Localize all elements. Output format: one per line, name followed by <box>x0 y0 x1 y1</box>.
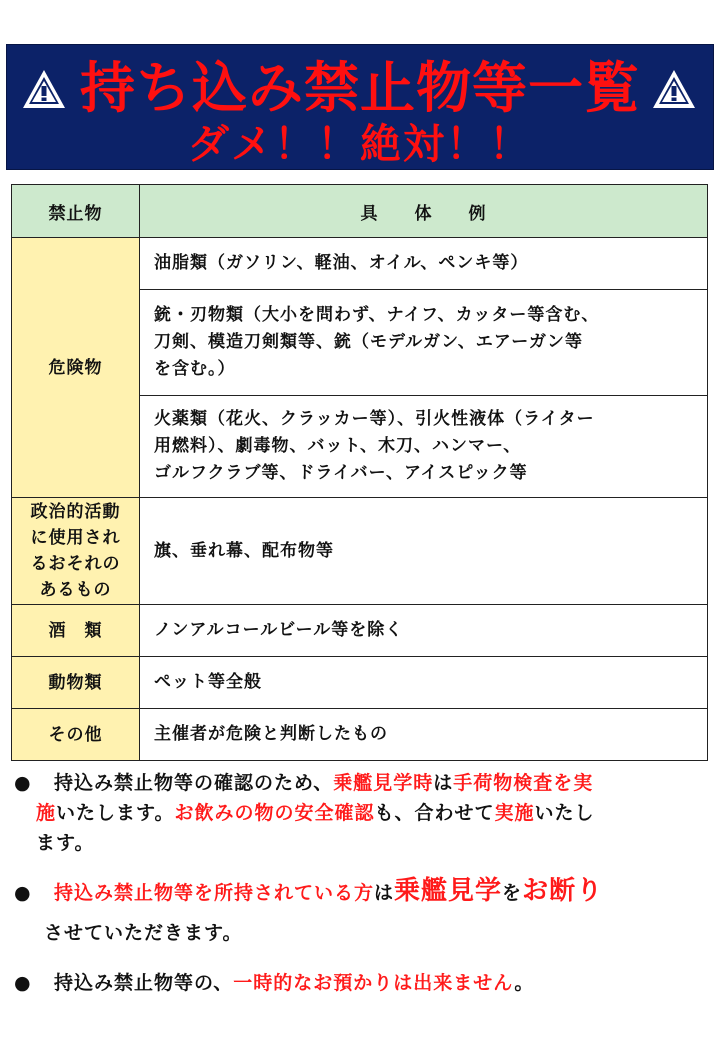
category-cell: 酒 類 <box>12 605 140 657</box>
column-header-examples: 具 体 例 <box>140 185 708 238</box>
example-line: ゴルフクラブ等、ドライバー、アイスピック等 <box>154 463 528 483</box>
category-cell: 危険物 <box>12 238 140 498</box>
example-line: を含む。） <box>154 359 236 379</box>
example-cell: 主催者が危険と判断したもの <box>140 709 708 761</box>
page-title: 持ち込み禁止物等一覧 <box>79 56 640 120</box>
column-header-category: 禁止物 <box>12 185 140 238</box>
example-cell <box>140 290 708 396</box>
table-row <box>12 709 708 761</box>
note-line: 施いたします。お飲みの物の安全確認も、合わせて実施いたし <box>36 802 595 824</box>
example-cell: ノンアルコールビール等を除く <box>140 605 708 657</box>
note-inspection <box>14 768 595 858</box>
page-subtitle: ダメ！！絶対！！ <box>188 120 532 168</box>
title-banner <box>6 44 714 170</box>
example-cell: 旗、垂れ幕、配布物等 <box>140 498 708 605</box>
note-line: させていただきます。 <box>44 922 243 944</box>
note-line: ● 持込み禁止物等の確認のため、乗艦見学時は手荷物検査を実 <box>14 768 595 798</box>
category-cell: その他 <box>12 709 140 761</box>
category-line: あるもの <box>39 580 112 600</box>
example-line: 銃・刃物類（大小を問わず、ナイフ、カッター等含む、 <box>154 305 600 325</box>
table-row <box>12 657 708 709</box>
category-line: るおそれの <box>30 554 121 574</box>
category-cell <box>12 498 140 605</box>
table-header-row <box>12 185 708 238</box>
example-line: 刀剣、模造刀剣類等、銃（モデルガン、エアーガン等 <box>154 332 583 352</box>
note-line: ● 持込み禁止物等の、一時的なお預かりは出来ません。 <box>14 968 534 998</box>
prohibited-items-table <box>11 184 708 761</box>
bullet-icon: ● <box>14 882 32 904</box>
category-cell: 動物類 <box>12 657 140 709</box>
example-cell: ペット等全般 <box>140 657 708 709</box>
bullet-icon: ● <box>14 772 32 794</box>
bullet-icon: ● <box>14 972 32 994</box>
category-line: に使用され <box>30 528 121 548</box>
table-row <box>12 238 708 290</box>
table-row <box>12 605 708 657</box>
warning-triangle-icon <box>651 67 697 111</box>
example-cell <box>140 238 708 290</box>
note-line: ます。 <box>36 832 95 854</box>
example-line: 用燃料）、劇毒物、バット、木刀、ハンマー、 <box>154 436 522 456</box>
table-row <box>12 498 708 605</box>
category-line: 政治的活動 <box>30 502 121 522</box>
example-cell <box>140 396 708 498</box>
note-no-storage <box>14 968 534 998</box>
note-refusal <box>14 876 603 948</box>
note-line: ● 持込み禁止物等を所持されている方は乗艦見学をお断り <box>14 876 604 906</box>
example-line: 火薬類（花火、クラッカー等）、引火性液体（ライター <box>154 409 595 429</box>
example-line: 油脂類（ガソリン、軽油、オイル、ペンキ等） <box>154 253 529 273</box>
